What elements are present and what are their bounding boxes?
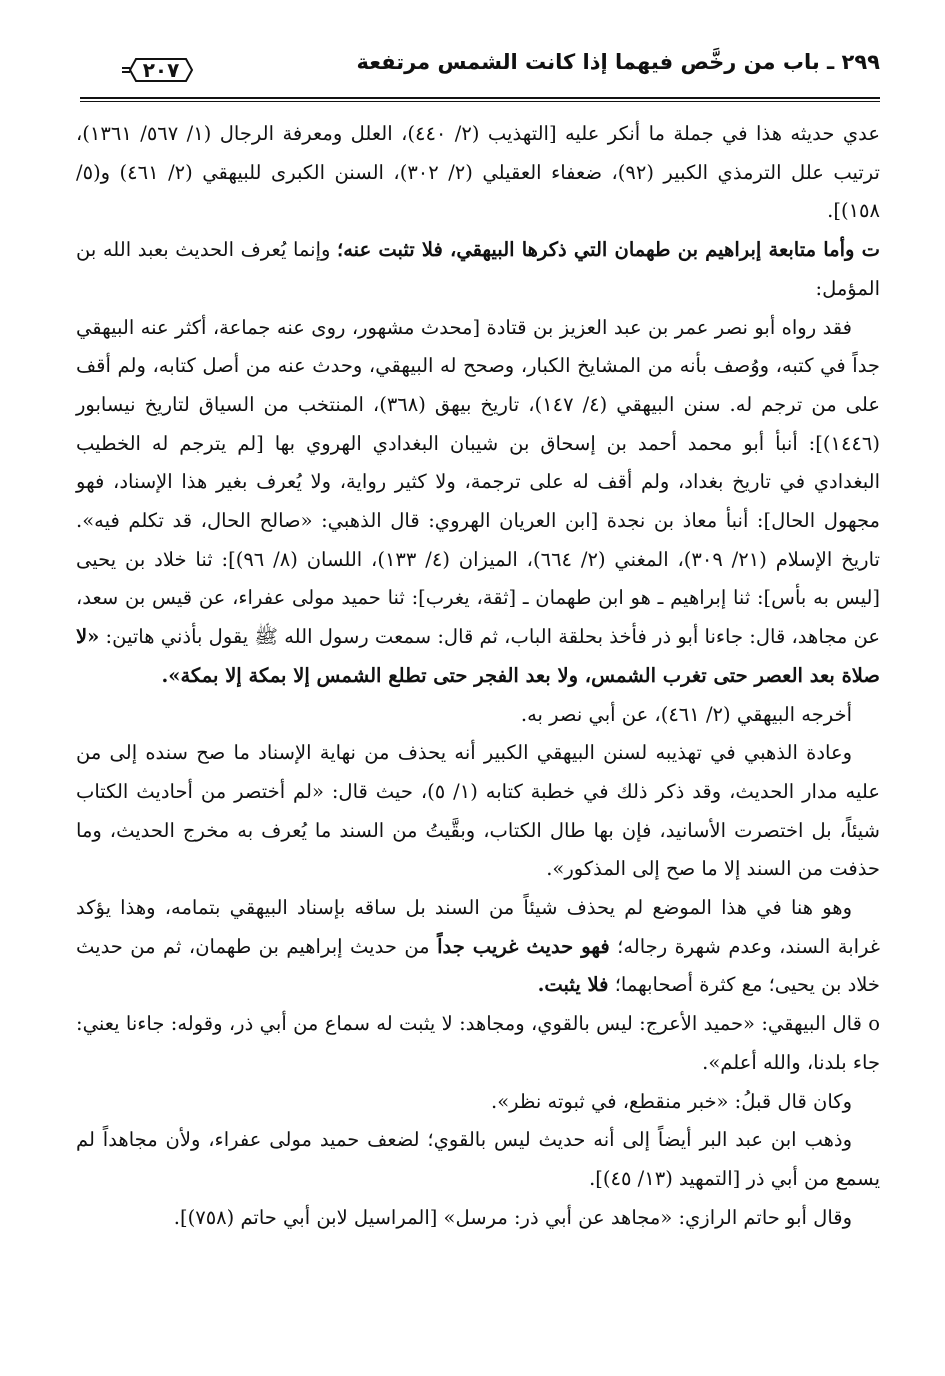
body-text-run: وذهب ابن عبد البر أيضاً إلى أنه حديث ليس بالقوي؛ لضعف حميد مولى عفراء، ولأن مجاهداً لم يسمع من أبي ذر [التمهيد (١٣/ ٤٥)]. bbox=[76, 1128, 880, 1190]
body-text-run: أخرجه البيهقي (٢/ ٤٦١)، عن أبي نصر به. bbox=[520, 702, 852, 726]
bold-text: فلا يثبت. bbox=[537, 973, 609, 997]
bold-text: ت وأما متابعة إبراهيم بن طهمان التي ذكرها البيهقي، فلا تثبت عنه؛ bbox=[337, 238, 880, 262]
paragraph-p7 bbox=[76, 1005, 880, 1082]
body-text-run: فقد رواه أبو نصر عمر بن عبد العزيز بن قتادة [محدث مشهور، روى عنه جماعة، أكثر عنه البيهقي جداً في كتبه، ووُصف بأنه من المشايخ الكبار، وصحح له البيهقي، وحدث عنه من أصل كتابه، ولم أقف على من ترجم له. سنن البيهقي (٤/ ١٤٧)، تاريخ بيهق (٣٦٨)، المنتخب من السياق لتاريخ نيسابور (١٤٤٦)]: أنبأ أبو محمد أحمد بن إسحاق بن شيبان البغدادي الهروي بها [لم يترجم له الخطيب البغدادي في تاريخ بغداد، ولم أقف له على ترجمة، ولا كثير رواية، ولا يُعرف بغير هذا الإسناد، فهو مجهول الحال]: أنبأ معاذ بن نجدة [ابن العريان الهروي: قال الذهبي: «صالح الحال، قد تكلم فيه». تاريخ الإسلام (٢١/ ٣٠٩)، المغني (٢/ ٦٦٤)، الميزان (٤/ ١٣٣)، اللسان (٨/ ٩٦)]: ثنا خلاد بن يحيى [ليس به بأس]: ثنا إبراهيم ـ هو ابن طهمان ـ [ثقة، يغرب]: ثنا حميد مولى عفراء، عن قيس بن سعد، عن مجاهد، قال: جاءنا أبو ذر فأخذ بحلقة الباب، ثم قال: سمعت رسول الله ﷺ يقول بأذني هاتين: bbox=[76, 315, 881, 649]
page-number: ٢٠٧ bbox=[142, 58, 180, 82]
body-text-run: وهو هنا في هذا الموضع لم يحذف شيئاً من السند بل ساقه بإسناد البيهقي بتمامه، وهذا يؤكد غرابة السند، وعدم شهرة رجاله؛ bbox=[76, 896, 880, 958]
paragraph-p3 bbox=[76, 309, 880, 696]
bold-text: «لا صلاة بعد العصر حتى تغرب الشمس، ولا بعد الفجر حتى تطلع الشمس إلا بمكة إلا بمكة». bbox=[76, 625, 880, 687]
body-text bbox=[76, 115, 880, 1237]
body-text-run: من حديث إبراهيم بن طهمان، ثم من حديث خلاد بن يحيى؛ مع كثرة أصحابهما؛ bbox=[76, 934, 880, 997]
body-text-run: وقال أبو حاتم الرازي: «مجاهد عن أبي ذر: مرسل» [المراسيل لابن أبي حاتم (٧٥٨)]. bbox=[173, 1205, 852, 1229]
paragraph-p8 bbox=[76, 1083, 880, 1122]
bold-text: فهو حديث غريب جداً bbox=[437, 934, 610, 958]
paragraph-p1 bbox=[76, 115, 880, 231]
paragraph-p4 bbox=[76, 696, 880, 735]
header-rule-thin bbox=[80, 101, 880, 102]
header-rule bbox=[80, 97, 880, 99]
paragraph-p2 bbox=[76, 231, 880, 308]
paragraph-p10 bbox=[76, 1199, 880, 1238]
body-text-run: وكان قال قبلُ: «خبر منقطع، في ثبوته نظر». bbox=[491, 1089, 852, 1113]
page-number-frame bbox=[122, 56, 200, 84]
paragraph-p9 bbox=[76, 1121, 880, 1198]
page-header bbox=[80, 48, 880, 92]
body-text-run: o قال البيهقي: «حميد الأعرج: ليس بالقوي، ومجاهد: لا يثبت له سماع من أبي ذر، وقوله: جاءنا يعني: جاء بلدنا، والله أعلم». bbox=[76, 1012, 880, 1074]
paragraph-p5 bbox=[76, 734, 880, 889]
paragraph-p6 bbox=[76, 889, 880, 1005]
body-text-run: عدي حديثه هذا في جملة ما أنكر عليه [التهذيب (٢/ ٤٤٠)، العلل ومعرفة الرجال (١/ ٥٦٧/ ١٣٦١)، ترتيب علل الترمذي الكبير (٩٢)، ضعفاء العقيلي (٢/ ٣٠٢)، السنن الكبرى للبيهقي (٢/ ٤٦١) و(٥/ ١٥٨)]. bbox=[76, 122, 880, 223]
chapter-title: ٢٩٩ ـ باب من رخَّص فيهما إذا كانت الشمس مرتفعة bbox=[356, 50, 880, 74]
body-text-run: وإنما يُعرف الحديث بعبد الله بن المؤمل: bbox=[76, 238, 880, 300]
body-text-run: وعادة الذهبي في تهذيبه لسنن البيهقي الكبير أنه يحذف من نهاية الإسناد ما صح سنده إلى من عليه مدار الحديث، وقد ذكر ذلك في خطبة كتابه (١/ ٥)، حيث قال: «لم أختصر من أحاديث الكتاب شيئاً، بل اختصرت الأسانيد، فإن بها طال الكتاب، وبقَّيتُ من السند ما يُعرف به مخرج الحديث، وما حذفت من السند إلا ما صح إلى المذكور». bbox=[76, 741, 880, 881]
